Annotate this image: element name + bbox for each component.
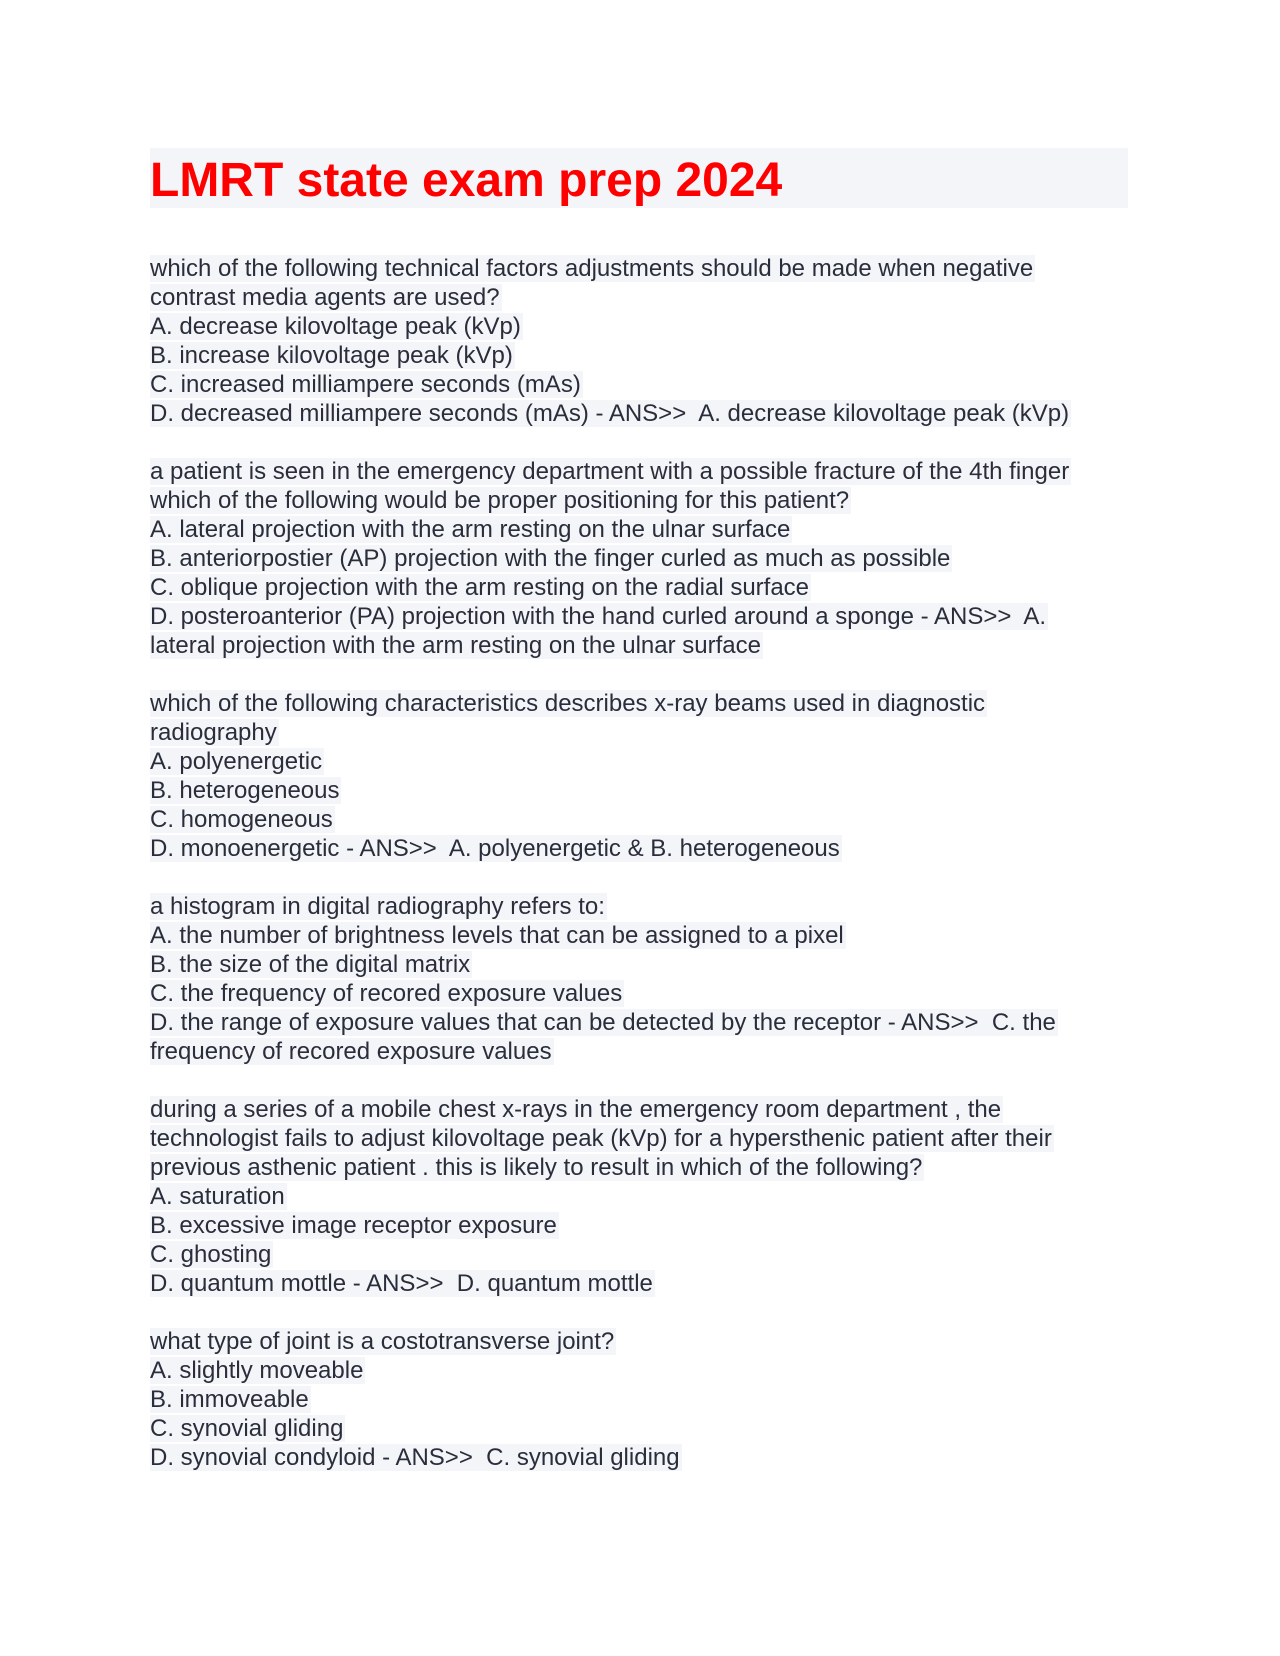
question-line [150,312,1130,341]
question-block [150,1095,1130,1298]
line-text: D. monoenergetic - ANS>> A. polyenergetic & B. heterogeneous [150,835,840,862]
question-line [150,399,1130,428]
question-text-line [150,1095,1130,1124]
question-line [150,1385,1130,1414]
line-text: D. the range of exposure values that can be detected by the receptor - ANS>> C. the [150,1009,1056,1036]
question-text-line [150,892,1130,921]
question-line [150,979,1130,1008]
question-line [150,1153,1130,1182]
line-text: D. decreased milliampere seconds (mAs) - ANS>> A. decrease kilovoltage peak (kVp) [150,400,1070,427]
line-text: what type of joint is a costotransverse joint? [150,1328,615,1355]
question-text-line [150,689,1130,718]
line-text: C. homogeneous [150,806,333,833]
document-page [150,148,1130,1501]
line-text: C. the frequency of recored exposure values [150,980,623,1007]
line-text: B. heterogeneous [150,777,340,804]
line-text: A. decrease kilovoltage peak (kVp) [150,313,521,340]
question-block [150,689,1130,863]
question-line [150,1240,1130,1269]
line-text: C. ghosting [150,1241,272,1268]
line-text: B. anteriorpostier (AP) projection with the finger curled as much as possible [150,545,951,572]
question-line [150,573,1130,602]
question-line [150,283,1130,312]
line-text: D. quantum mottle - ANS>> D. quantum mottle [150,1270,653,1297]
question-text-line [150,1327,1130,1356]
question-line [150,1414,1130,1443]
line-text: previous asthenic patient . this is likely to result in which of the following? [150,1154,923,1181]
line-text: which of the following technical factors adjustments should be made when negative [150,255,1034,282]
question-line [150,544,1130,573]
question-line [150,1269,1130,1298]
line-text: C. synovial gliding [150,1415,344,1442]
question-line [150,834,1130,863]
question-line [150,1356,1130,1385]
line-text: C. increased milliampere seconds (mAs) [150,371,581,398]
line-text: during a series of a mobile chest x-rays in the emergency room department , the [150,1096,1002,1123]
question-line [150,747,1130,776]
question-line [150,602,1130,631]
question-line [150,486,1130,515]
question-block [150,1327,1130,1472]
line-text: which of the following would be proper positioning for this patient? [150,487,850,514]
line-text: A. saturation [150,1183,285,1210]
question-line [150,1443,1130,1472]
line-text: B. the size of the digital matrix [150,951,471,978]
question-block [150,892,1130,1066]
question-line [150,1182,1130,1211]
line-text: lateral projection with the arm resting on the ulnar surface [150,632,761,659]
question-text-line [150,254,1130,283]
line-text: contrast media agents are used? [150,284,500,311]
line-text: A. the number of brightness levels that can be assigned to a pixel [150,922,844,949]
document-title: LMRT state exam prep 2024 [150,154,783,207]
line-text: A. lateral projection with the arm resting on the ulnar surface [150,516,791,543]
question-line [150,776,1130,805]
line-text: A. polyenergetic [150,748,323,775]
question-line [150,1124,1130,1153]
line-text: D. synovial condyloid - ANS>> C. synovial gliding [150,1444,680,1471]
question-line [150,1008,1130,1037]
question-block [150,254,1130,428]
question-block [150,457,1130,660]
question-line [150,921,1130,950]
title-bar [150,148,1128,208]
question-line [150,631,1130,660]
line-text: a histogram in digital radiography refers to: [150,893,605,920]
question-line [150,805,1130,834]
question-line [150,341,1130,370]
line-text: A. slightly moveable [150,1357,364,1384]
line-text: D. posteroanterior (PA) projection with the hand curled around a sponge - ANS>> A. [150,603,1047,630]
question-line [150,370,1130,399]
line-text: frequency of recored exposure values [150,1038,552,1065]
line-text: B. excessive image receptor exposure [150,1212,557,1239]
question-line [150,1037,1130,1066]
line-text: which of the following characteristics describes x-ray beams used in diagnostic [150,690,986,717]
line-text: radiography [150,719,277,746]
question-line [150,950,1130,979]
question-text-line [150,457,1130,486]
line-text: B. immoveable [150,1386,309,1413]
question-line [150,515,1130,544]
question-list [150,254,1130,1472]
line-text: B. increase kilovoltage peak (kVp) [150,342,513,369]
line-text: C. oblique projection with the arm resting on the radial surface [150,574,810,601]
question-line [150,718,1130,747]
line-text: technologist fails to adjust kilovoltage peak (kVp) for a hypersthenic patient after their [150,1125,1052,1152]
line-text: a patient is seen in the emergency department with a possible fracture of the 4th finger [150,458,1070,485]
question-line [150,1211,1130,1240]
